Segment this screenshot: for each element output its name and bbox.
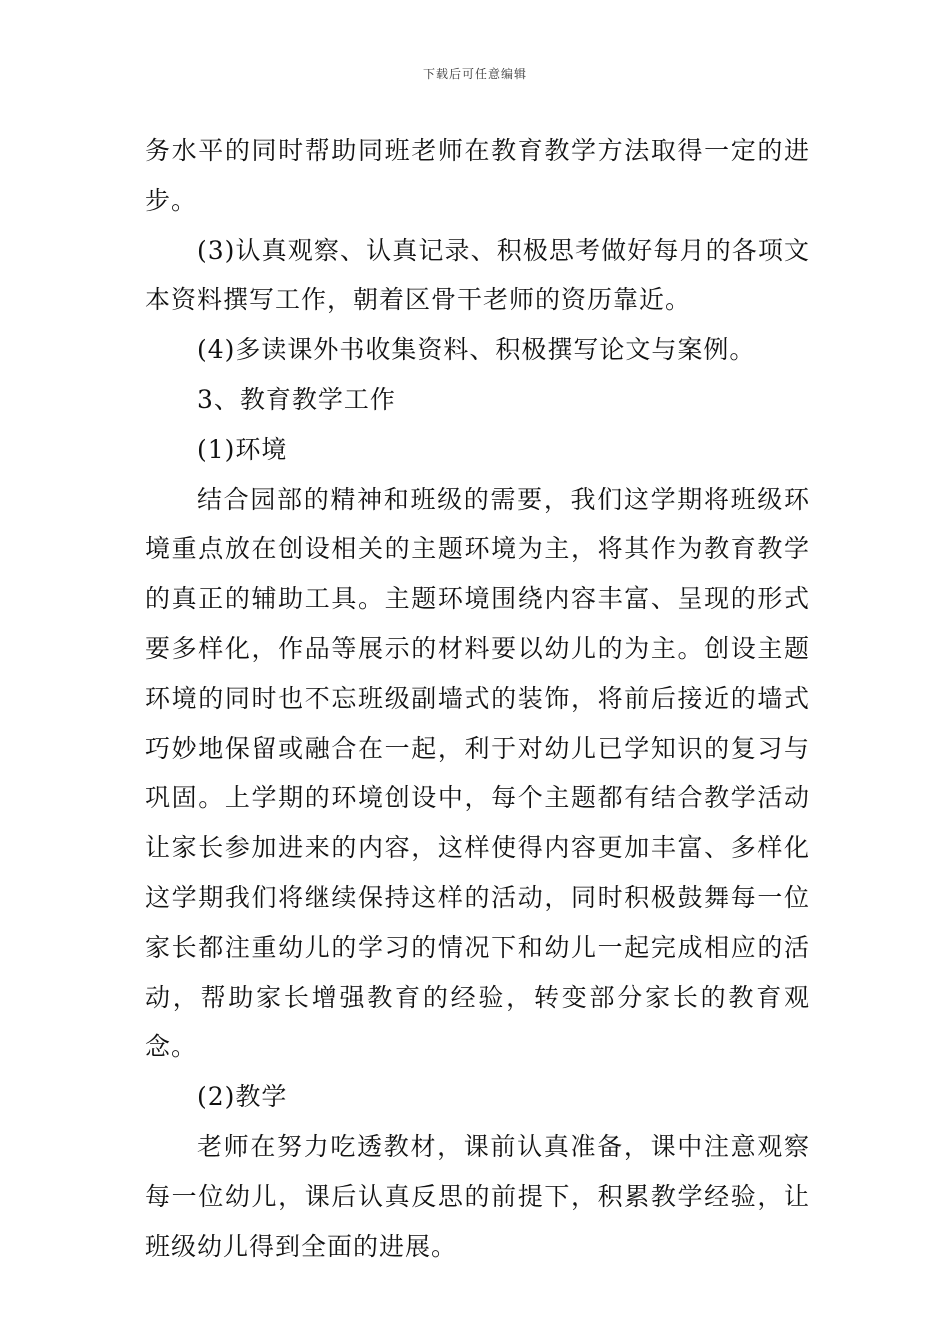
subheading-environment: (1)环境 <box>197 434 288 464</box>
paragraph-continuation: 务水平的同时帮助同班老师在教育教学方法取得一定的进步。 <box>145 136 810 215</box>
paragraph-environment: 结合园部的精神和班级的需要，我们这学期将班级环境重点放在创设相关的主题环境为主，将其作为教育教学的真正的辅助工具。主题环境围绕内容丰富、呈现的形式要多样化，作品等展示的材料要以幼儿的为主。创设主题环境的同时也不忘班级副墙式的装饰，将前后接近的墙式巧妙地保留或融合在一起，利于对幼儿已学知识的复习与巩固。上学期的环境创设中，每个主题都有结合教学活动让家长参加进来的内容，这样使得内容更加丰富、多样化这学期我们将继续保持这样的活动，同时积极鼓舞每一位家长都注重幼儿的学习的情况下和幼儿一起完成相应的活动，帮助家长增强教育的经验，转变部分家长的教育观念。 <box>145 484 810 1062</box>
paragraph-teaching: 老师在努力吃透教材，课前认真准备，课中注意观察每一位幼儿，课后认真反思的前提下，积累教学经验，让班级幼儿得到全面的进展。 <box>145 1131 810 1261</box>
paragraph-item-3: (3)认真观察、认真记录、积极思考做好每月的各项文本资料撰写工作，朝着区骨干老师的资历靠近。 <box>145 235 810 315</box>
paragraph-item-4: (4)多读课外书收集资料、积极撰写论文与案例。 <box>197 335 756 365</box>
section-heading-teaching-work: 3、教育教学工作 <box>197 384 396 414</box>
subheading-teaching: (2)教学 <box>197 1082 288 1112</box>
page-header: 下载后可任意编辑 <box>422 67 527 81</box>
document-body <box>145 126 810 1271</box>
